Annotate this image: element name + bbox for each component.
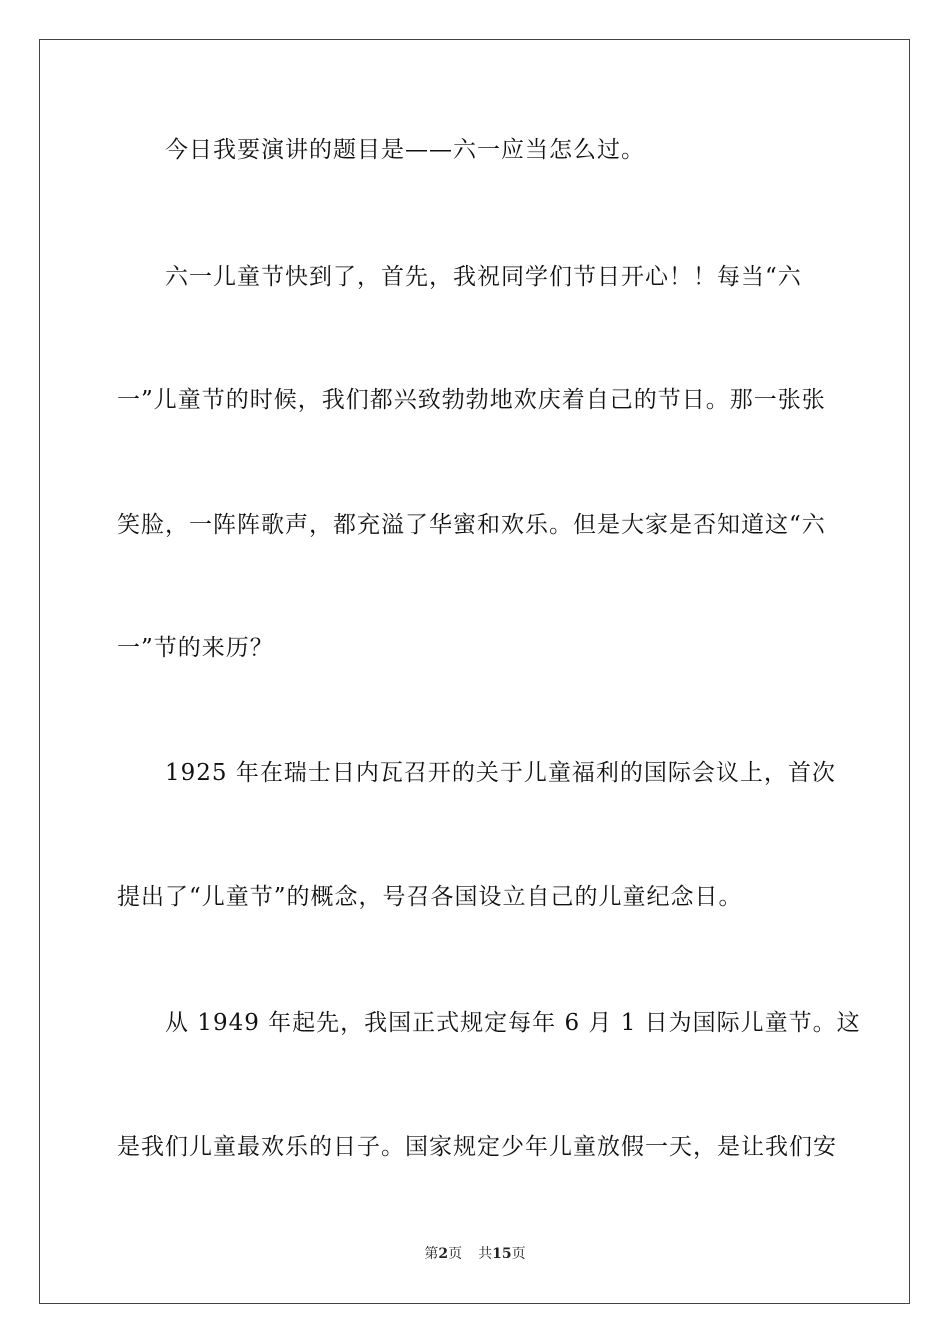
total-label-prefix: 共 [478, 1246, 493, 1262]
paragraph-2-line-2: 一”儿童节的时候，我们都兴致勃勃地欢庆着自己的节日。那一张张 [117, 387, 826, 413]
paragraph-4-line-2: 是我们儿童最欢乐的日子。国家规定少年儿童放假一天，是让我们安 [117, 1134, 837, 1160]
page-footer [0, 1245, 950, 1263]
page-label-prefix: 第 [424, 1246, 439, 1262]
page-label-suffix: 页 [448, 1246, 463, 1262]
total-label-suffix: 页 [511, 1246, 526, 1262]
paragraph-4-line-1: 从 1949 年起先，我国正式规定每年 6 月 1 日为国际儿童节。这 [165, 1010, 861, 1036]
paragraph-2-line-1: 六一儿童节快到了，首先，我祝同学们节日开心！！每当“六 [165, 264, 802, 290]
paragraph-3-line-2: 提出了“儿童节”的概念，号召各国设立自己的儿童纪念日。 [117, 884, 743, 910]
page-border [39, 39, 910, 1304]
paragraph-3-line-1: 1925 年在瑞士日内瓦召开的关于儿童福利的国际会议上，首次 [165, 760, 836, 786]
paragraph-1-line-1: 今日我要演讲的题目是——六一应当怎么过。 [165, 137, 645, 163]
paragraph-2-line-3: 笑脸，一阵阵歌声，都充溢了华蜜和欢乐。但是大家是否知道这“六 [117, 512, 826, 538]
paragraph-2-line-4: 一”节的来历？ [117, 635, 274, 661]
page-number: 2 [438, 1246, 449, 1262]
total-pages: 15 [492, 1246, 512, 1262]
